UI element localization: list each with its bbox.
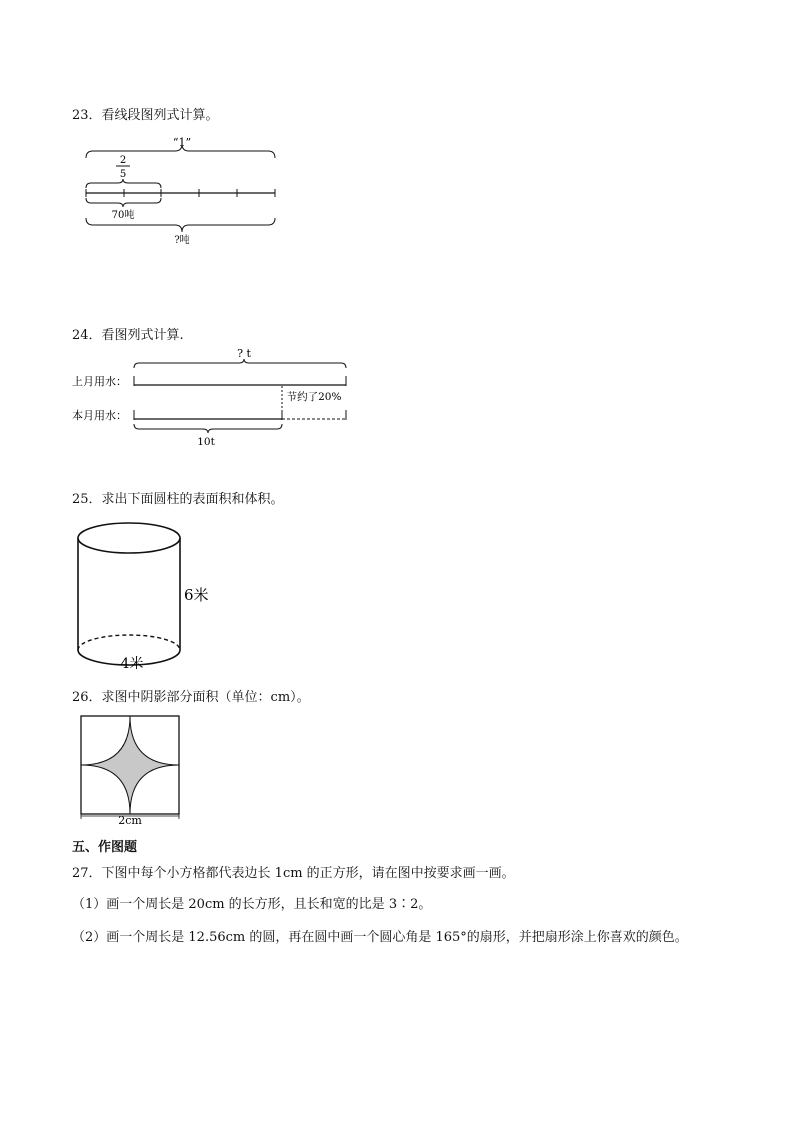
q25-height-label: 6米 bbox=[184, 586, 209, 604]
section-five-title: 五、作图题 bbox=[72, 840, 138, 855]
q23-segment-diagram bbox=[80, 136, 280, 248]
q23-frac-den: 5 bbox=[119, 169, 127, 180]
q24-this-month-label: 本月用水： bbox=[72, 409, 127, 422]
q26-title: 26．求图中阴影部分面积（单位：cm）。 bbox=[72, 690, 310, 705]
q27-part1: （1）画一个周长是 20cm 的长方形，且长和宽的比是 3∶2。 bbox=[72, 897, 432, 912]
q23-part-top-brace bbox=[86, 179, 161, 188]
q26-square-figure bbox=[78, 713, 182, 825]
q23-frac-num: 2 bbox=[119, 155, 127, 166]
q25-title: 25．求出下面圆柱的表面积和体积。 bbox=[72, 492, 284, 507]
q25-cylinder-bottom-back bbox=[78, 635, 180, 650]
q24-bottom-brace bbox=[134, 424, 282, 433]
q23-unknown-label: ?吨 bbox=[174, 235, 190, 246]
q23-part-bottom-brace bbox=[86, 198, 161, 207]
q23-one-label: “1” bbox=[172, 136, 192, 149]
q23-title: 23．看线段图列式计算。 bbox=[72, 108, 219, 123]
q26-side-label: 2cm bbox=[118, 814, 142, 825]
q27-part2: （2）画一个周长是 12.56cm 的圆，再在圆中画一个圆心角是 165°的扇形，并把扇形涂上你喜欢的颜色。 bbox=[72, 930, 688, 945]
q26-shaded-region bbox=[81, 716, 179, 814]
q24-value-label: 10t bbox=[197, 436, 215, 448]
q24-title: 24．看图列式计算. bbox=[72, 328, 184, 343]
q24-saved-label: 节约了20% bbox=[286, 391, 342, 403]
q23-tons-label: 70吨 bbox=[111, 210, 135, 221]
q25-cylinder-top bbox=[78, 523, 180, 553]
q24-last-month-label: 上月用水： bbox=[72, 375, 127, 388]
q27-title: 27．下图中每个小方格都代表边长 1cm 的正方形，请在图中按要求画一画。 bbox=[72, 866, 515, 881]
q24-top-brace bbox=[134, 359, 346, 368]
q24-segment-diagram bbox=[70, 344, 360, 452]
q25-diameter-label: 4米 bbox=[120, 656, 144, 672]
q24-unknown-label: ? t bbox=[237, 347, 251, 360]
q25-cylinder-figure bbox=[70, 512, 230, 674]
